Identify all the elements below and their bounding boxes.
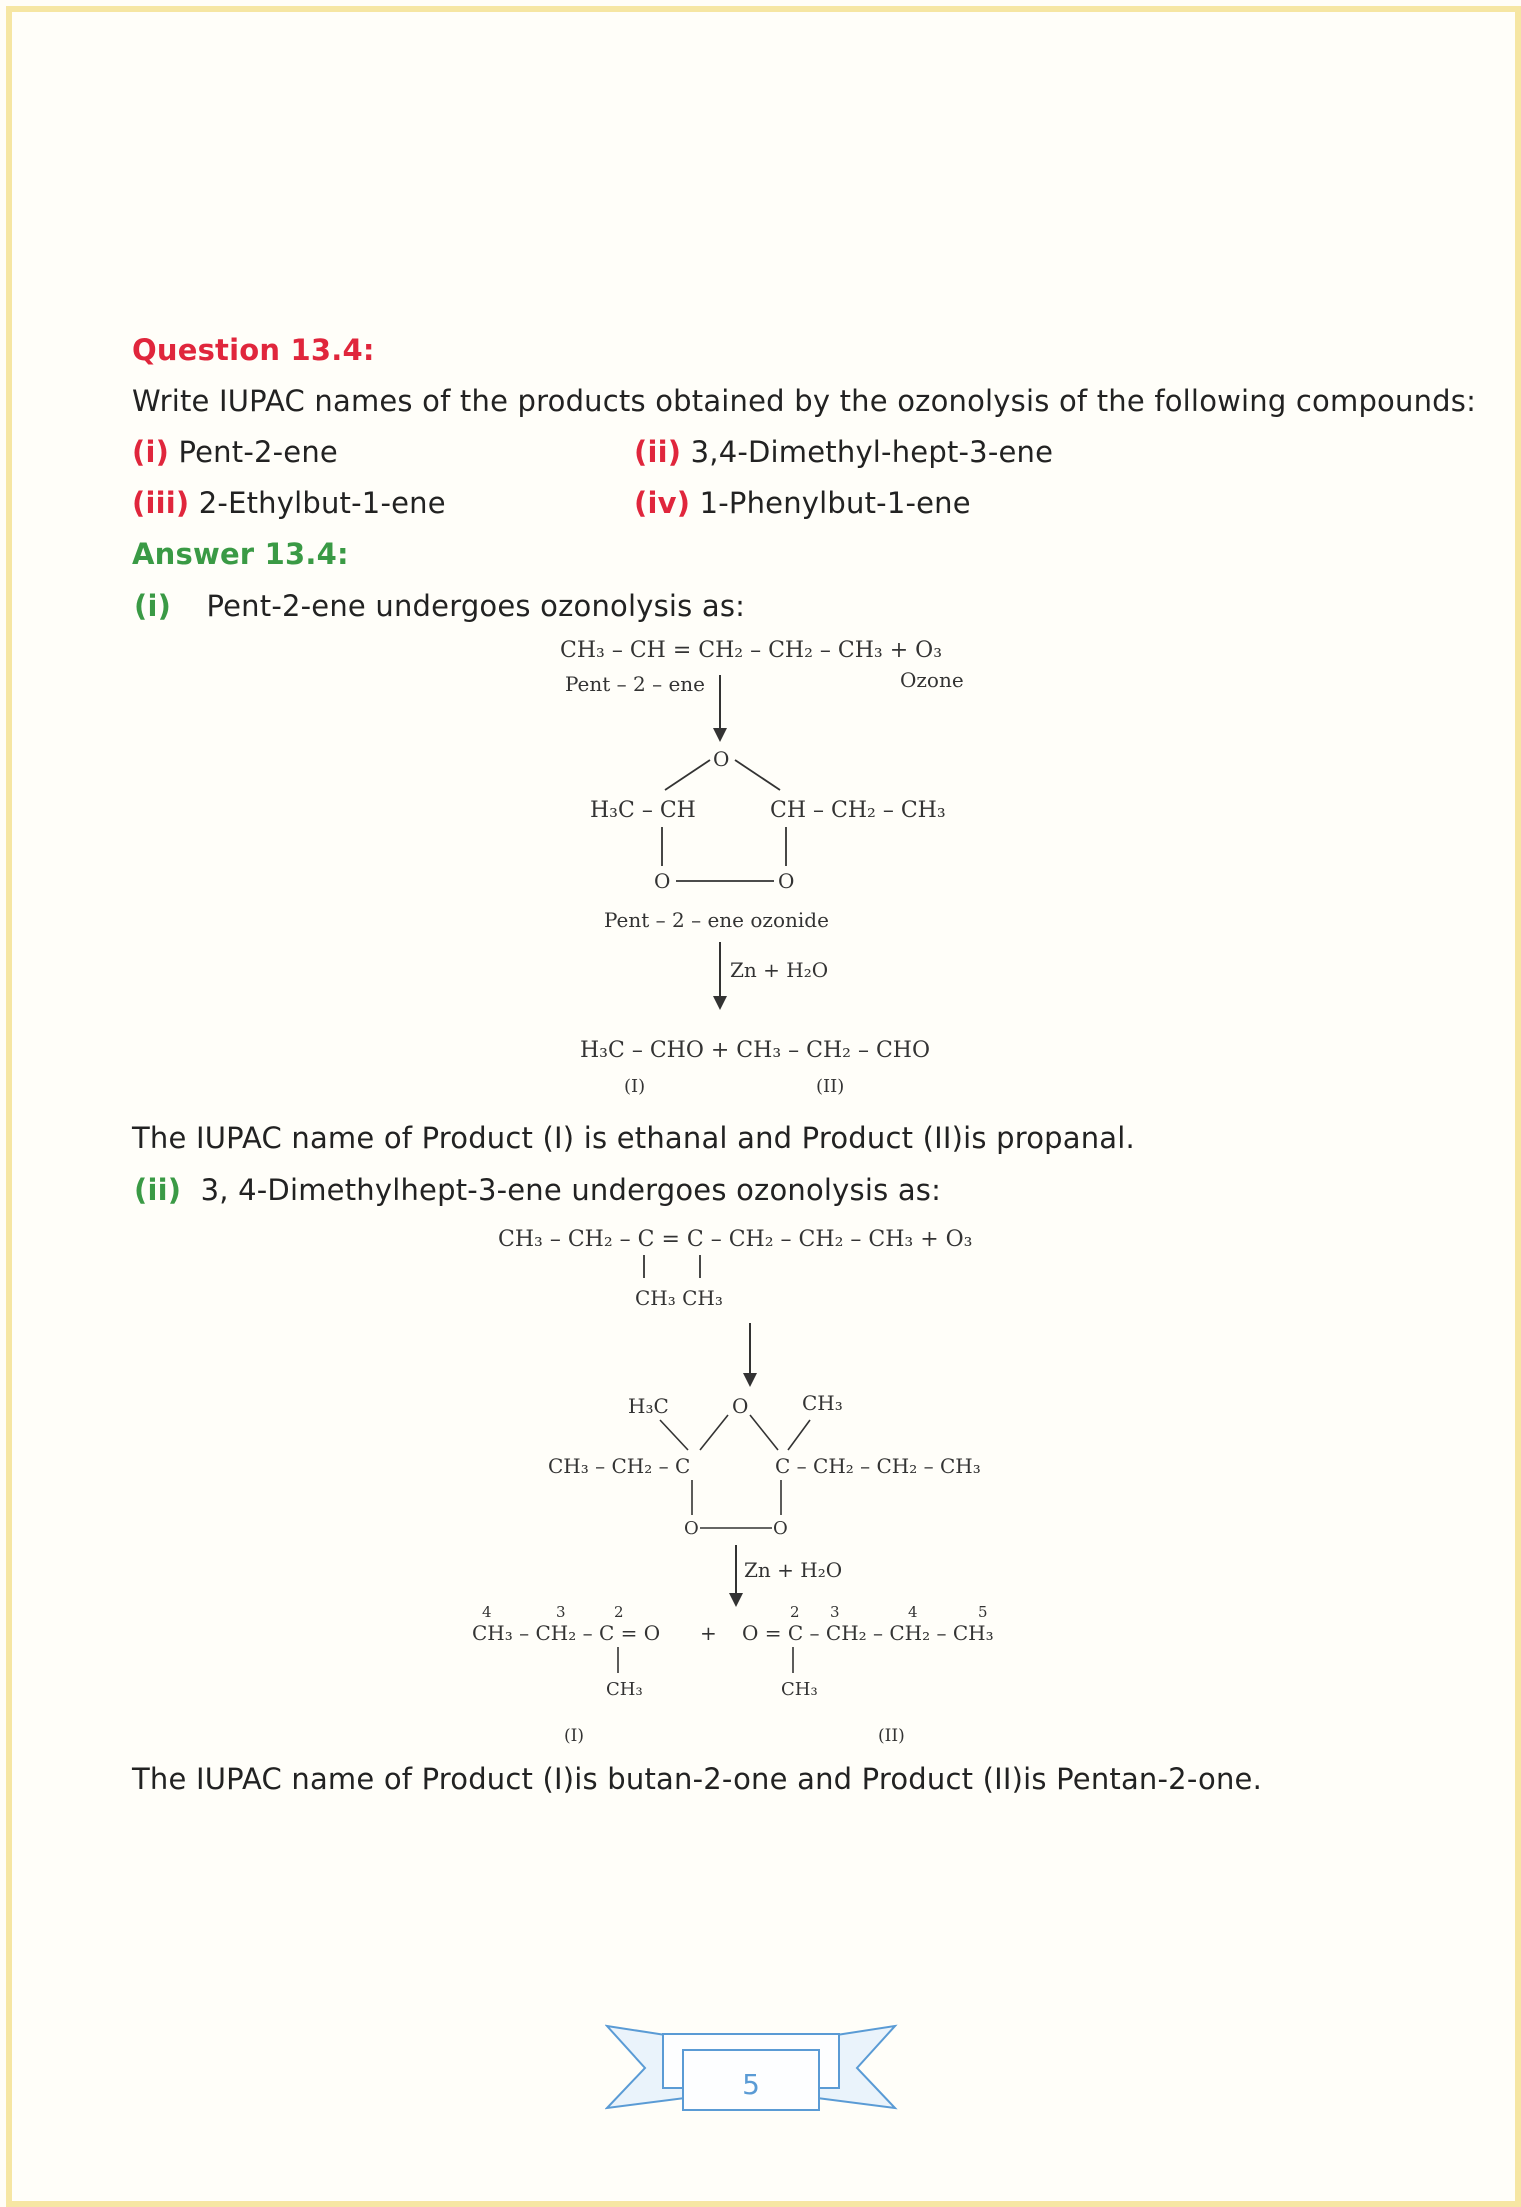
part-intro-text: Pent-2-ene undergoes ozonolysis as: xyxy=(206,589,746,623)
ozonide-o-right: O xyxy=(778,869,795,893)
ozonide-right-group: CH – CH₂ – CH₃ xyxy=(770,798,946,823)
reaction-2-diagram xyxy=(460,1215,1040,1750)
option-marker: (ii) xyxy=(634,435,682,469)
products-equation: H₃C – CHO + CH₃ – CH₂ – CHO xyxy=(580,1038,931,1063)
option-text: 2-Ethylbut-1-ene xyxy=(198,486,446,520)
product-1-substituent: CH₃ xyxy=(606,1679,643,1700)
carbon-number: 4 xyxy=(908,1603,918,1621)
reagent-label: Zn + H₂O xyxy=(744,1558,843,1582)
ozonide-o-top: O xyxy=(732,1394,749,1418)
option-iii xyxy=(132,486,446,520)
bond xyxy=(665,760,710,790)
ozone-label: Ozone xyxy=(900,668,964,692)
option-marker: (iii) xyxy=(132,486,190,520)
part1-intro xyxy=(134,589,745,623)
option-marker: (i) xyxy=(132,435,170,469)
option-iv xyxy=(634,486,971,520)
option-ii xyxy=(634,435,1053,469)
carbon-number: 4 xyxy=(482,1603,492,1621)
product-1-label: (I) xyxy=(564,1726,584,1746)
ozonide-o-left: O xyxy=(654,869,671,893)
option-text: 3,4-Dimethyl-hept-3-ene xyxy=(690,435,1054,469)
reagent-label: Zn + H₂O xyxy=(730,958,829,982)
question-title: Question 13.4: xyxy=(132,333,375,367)
ozonide-methyl-left: H₃C xyxy=(628,1394,669,1418)
page-number: 5 xyxy=(742,2068,760,2101)
part2-conclusion: The IUPAC name of Product (I)is butan-2-one and Product (II)is Pentan-2-one. xyxy=(132,1762,1263,1796)
part-intro-text: 3, 4-Dimethylhept-3-ene undergoes ozonolysis as: xyxy=(200,1173,942,1207)
part-marker: (ii) xyxy=(134,1173,182,1207)
arrow-2-head xyxy=(729,1593,743,1607)
product-2-label: (II) xyxy=(878,1726,905,1746)
ozonide-label: Pent – 2 – ene ozonide xyxy=(604,908,829,932)
bond xyxy=(788,1420,810,1450)
option-text: Pent-2-ene xyxy=(178,435,338,469)
product-2-substituent: CH₃ xyxy=(781,1679,818,1700)
bond xyxy=(735,760,780,790)
ozonide-left-group: H₃C – CH xyxy=(590,798,696,823)
arrow-2-head xyxy=(713,996,727,1010)
ozonide-methyl-right: CH₃ xyxy=(802,1391,843,1415)
ozonide-right-group: C – CH₂ – CH₂ – CH₃ xyxy=(775,1454,981,1478)
product-2-label: (II) xyxy=(816,1076,845,1097)
part1-conclusion: The IUPAC name of Product (I) is ethanal and Product (II)is propanal. xyxy=(132,1121,1135,1155)
ozonide-left-group: CH₃ – CH₂ – C xyxy=(548,1454,691,1478)
part-marker: (i) xyxy=(134,589,172,623)
part2-intro xyxy=(134,1173,941,1207)
option-i xyxy=(132,435,338,469)
page-number-ribbon xyxy=(605,2020,905,2130)
question-prompt: Write IUPAC names of the products obtained by the ozonolysis of the following compounds: xyxy=(132,384,1477,418)
plus-sign: + xyxy=(700,1621,717,1645)
carbon-number: 2 xyxy=(614,1603,624,1621)
arrow-1-head xyxy=(713,728,727,742)
answer-title: Answer 13.4: xyxy=(132,537,349,571)
reactant-equation: CH₃ – CH₂ – C = C – CH₂ – CH₂ – CH₃ + O₃ xyxy=(498,1227,973,1252)
bond xyxy=(660,1420,688,1450)
reactant-label: Pent – 2 – ene xyxy=(565,672,706,696)
ozonide-o-right: O xyxy=(773,1518,788,1539)
reactant-substituents: CH₃ CH₃ xyxy=(635,1286,723,1310)
reaction-1-diagram xyxy=(540,630,1000,1110)
product-2: O = C – CH₂ – CH₂ – CH₃ xyxy=(742,1621,994,1645)
carbon-number: 5 xyxy=(978,1603,988,1621)
product-1: CH₃ – CH₂ – C = O xyxy=(472,1621,661,1645)
carbon-number: 3 xyxy=(830,1603,840,1621)
carbon-number: 2 xyxy=(790,1603,800,1621)
reactant-equation: CH₃ – CH = CH₂ – CH₂ – CH₃ + O₃ xyxy=(560,638,943,663)
product-1-label: (I) xyxy=(624,1076,646,1097)
option-marker: (iv) xyxy=(634,486,691,520)
option-text: 1-Phenylbut-1-ene xyxy=(699,486,971,520)
ozonide-o-left: O xyxy=(684,1518,699,1539)
bond xyxy=(750,1415,778,1450)
carbon-number: 3 xyxy=(556,1603,566,1621)
arrow-1-head xyxy=(743,1373,757,1387)
bond xyxy=(700,1415,728,1450)
ozonide-o-top: O xyxy=(713,747,730,771)
